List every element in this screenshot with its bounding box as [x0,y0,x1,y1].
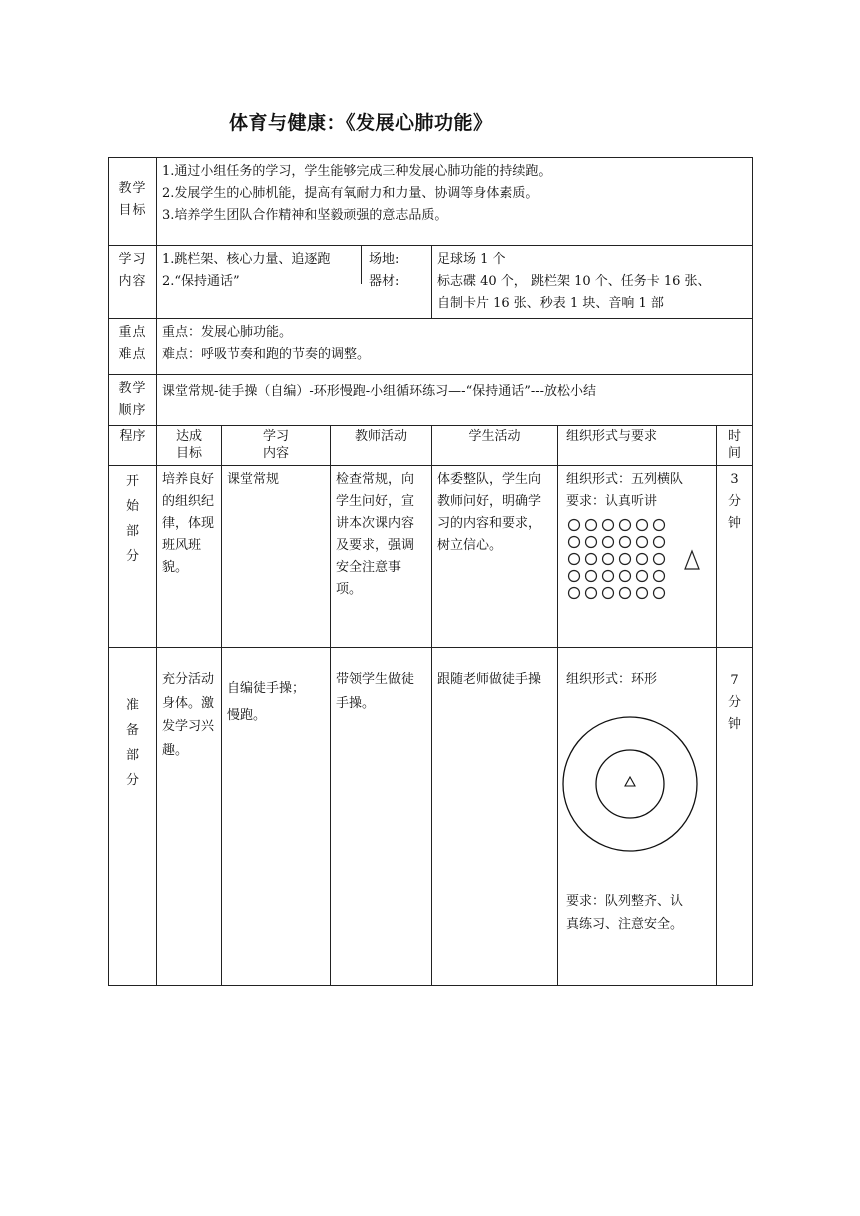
content-label: 学习 内容 [109,246,157,319]
inner-ring [596,750,664,818]
organization-form: 组织形式：五列横队 [566,472,684,487]
content-item: 2.“保持通话” [162,274,240,289]
student-circle [586,588,597,599]
procedure-cell: 准 备 部 分 [109,648,157,986]
column-header-goal: 达成 目标 [157,426,222,466]
student-circle [603,554,614,565]
content-cell: 课堂常规 [222,466,331,648]
objective-item: 3.培养学生团队合作精神和坚毅顽强的意志品质。 [162,208,448,223]
student-circle [586,537,597,548]
student-circle [637,588,648,599]
venue-value: 足球场 1 个 [437,252,506,267]
column-header-procedure: 程序 [109,426,157,466]
student-circle [620,554,631,565]
objective-item: 1.通过小组任务的学习，学生能够完成三种发展心肺功能的持续跑。 [162,164,552,179]
column-header-organization: 组织形式与要求 [558,426,717,466]
venue-label: 场地: [369,252,400,267]
key-point: 重点：发展心肺功能。 [162,325,293,340]
student-circle [569,554,580,565]
objective-item: 2.发展学生的心肺机能，提高有氧耐力和力量、协调等身体素质。 [162,186,539,201]
sequence-row [109,375,753,426]
student-circle [603,520,614,531]
organization-requirement: 真练习、注意安全。 [566,917,684,932]
ring-formation-diagram [562,704,702,864]
objectives-row [109,158,753,246]
student-circle [620,520,631,531]
student-circle [637,537,648,548]
student-circle [586,520,597,531]
organization-cell [558,648,717,986]
sequence-label: 教学 顺序 [109,375,157,426]
teacher-activity-cell: 带领学生做徒手操。 [331,648,432,986]
goal-cell: 培养良好的组织纪律，体现班风班貌。 [157,466,222,648]
page-title: 体育与健康：《发展心肺功能》 [229,112,493,134]
teacher-activity-cell: 检查常规，向学生问好，宣讲本次课内容及要求，强调安全注意事项。 [331,466,432,648]
equipment-line: 标志碟 40 个， 跳栏架 10 个、任务卡 16 张、 [437,274,711,289]
teacher-triangle [625,777,635,786]
student-activity-cell: 跟随老师做徒手操 [432,648,558,986]
organization-form: 组织形式：环形 [566,672,658,687]
lesson-row-warmup [109,648,753,986]
objectives-label: 教学 目标 [109,158,157,246]
student-activity-cell: 体委整队，学生向教师问好，明确学习的内容和要求，树立信心。 [432,466,558,648]
lesson-row-start [109,466,753,648]
five-row-formation-diagram [566,517,706,613]
key-points-cell [157,319,753,375]
content-item: 1.跳栏架、核心力量、追逐跑 [162,252,331,267]
time-cell: 7 分 钟 [717,648,753,986]
sequence-text: 课堂常规-徒手操（自编）-环形慢跑-小组循环练习—-“保持通话”---放松小结 [157,375,753,426]
teacher-triangle [685,551,699,569]
student-circle [586,571,597,582]
student-circle [637,571,648,582]
objectives-cell [157,158,753,246]
student-circle [654,588,665,599]
content-cell [157,246,432,319]
organization-cell [558,466,717,648]
column-header-content: 学习 内容 [222,426,331,466]
content-cell: 自编徒手操； 慢跑。 [222,648,331,986]
student-circle [586,554,597,565]
goal-cell: 充分活动身体。激发学习兴趣。 [157,648,222,986]
student-circle [603,588,614,599]
student-circle [603,571,614,582]
student-circle [569,537,580,548]
venue-equipment-cell [432,246,753,319]
column-header-time: 时 间 [717,426,753,466]
student-circle [654,554,665,565]
student-circle [569,520,580,531]
content-row [109,246,753,319]
equipment-line: 自制卡片 16 张、秒表 1 块、音响 1 部 [437,296,664,311]
procedure-cell: 开 始 部 分 [109,466,157,648]
key-points-label: 重点 难点 [109,319,157,375]
time-cell: 3 分 钟 [717,466,753,648]
student-circle [603,537,614,548]
column-header-student: 学生活动 [432,426,558,466]
column-header-teacher: 教师活动 [331,426,432,466]
column-header-row [109,426,753,466]
organization-requirement: 要求：队列整齐、认 [566,893,684,909]
student-circle [569,588,580,599]
student-circle [620,537,631,548]
student-circle [620,571,631,582]
key-points-row [109,319,753,375]
student-circle [637,520,648,531]
student-circle [654,537,665,548]
student-circle [620,588,631,599]
student-circle [654,571,665,582]
student-circle [637,554,648,565]
organization-requirement: 要求：认真听讲 [566,494,658,509]
student-circle [654,520,665,531]
equipment-label: 器材: [369,274,400,289]
difficult-point: 难点：呼吸节奏和跑的节奏的调整。 [162,347,371,362]
lesson-plan-table [108,157,753,986]
student-circle [569,571,580,582]
outer-ring [563,717,697,851]
